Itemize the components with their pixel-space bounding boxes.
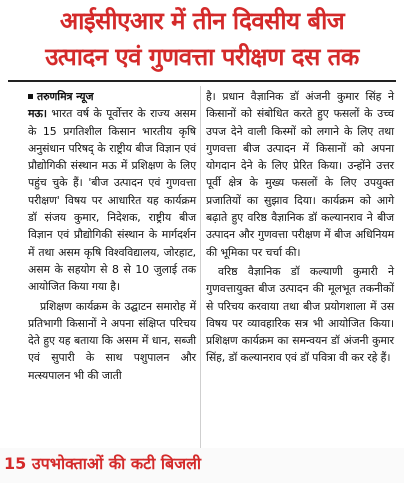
article-byline: तरुणमित्र न्यूज xyxy=(28,88,196,105)
article-lead-paragraph xyxy=(28,105,196,295)
article-paragraph-4: वरिष्ठ वैज्ञानिक डॉ कल्याणी कुमारी ने गुणवत्तायुक्त बीज उत्पादन की मूलभूत तकनीकों से परिचय करवाया तथा बीज प्रयोगशाला में उस विषय पर व्यावहारिक सत्र भी आयोजित किया। प्रशिक्षण कार्यक्रम का समन्वयन डॉ अंजनी कुमार सिंह, डॉ कल्यानराव एवं डॉ पवित्रा वी कर रहे हैं। xyxy=(206,264,394,365)
headline-line-1: आईसीएआर में तीन दिवसीय बीज xyxy=(59,7,345,35)
column-divider xyxy=(200,86,201,458)
article-column-right xyxy=(206,88,394,367)
article-lead-text: भारत वर्ष के पूर्वोत्तर के राज्य असम के 15 प्रगतिशील किसान भारतीय कृषि अनुसंधान परिषद् के राष्ट्रीय बीज विज्ञान एवं प्रौद्योगिकी संस्थान मऊ में प्रशिक्षण के लिए पहुंच चुके हैं। 'बीज उत्पादन एवं गुणवत्ता परीक्षण' विषय पर आधारित यह कार्यक्रम डॉ संजय कुमार, निदेशक, राष्ट्रीय बीज विज्ञान एवं प्रौद्योगिकी संस्थान के मार्गदर्शन में तथा असम कृषि विश्वविद्यालय, जोरहाट, असम के सहयोग से 8 से 10 जुलाई तक आयोजित किया गया है। xyxy=(28,107,196,294)
article-paragraph-2: प्रशिक्षण कार्यक्रम के उद्घाटन समारोह में प्रतिभागी किसानों ने अपना संक्षिप्त परिचय देते हुए यह बताया कि असम में धान, सब्जी एवं सुपारी के साथ पशुपालन और मत्स्यपालन भी की जाती xyxy=(28,299,196,382)
next-article-headline: 15 उपभोक्ताओं की कटी बिजली xyxy=(4,454,202,473)
headline-line-2: उत्पादन एवं गुणवत्ता परीक्षण दस तक xyxy=(45,43,359,71)
article-paragraph-3: है। प्रधान वैज्ञानिक डॉ अंजनी कुमार सिंह ने किसानों को संबोधित करते हुए फसलों के उच्च उपज देने वाली किस्मों को लगाने के लिए तथा गुणवत्ता बीज उत्पादन में किसानों को अपना योगदान देने के लिए प्रेरित किया। उन्होंने उत्तर पूर्वी क्षेत्र के मुख्य फसलों के लिए उपयुक्त प्रजातियों का सुझाव दिया। कार्यक्रम को आगे बढ़ाते हुए वरिष्ठ वैज्ञानिक डॉ कल्यानराव ने बीज उत्पादन और गुणवत्ता परीक्षण में बीज अधिनियम की भूमिका पर चर्चा की। xyxy=(206,90,394,259)
article-dateline: मऊ। xyxy=(28,107,47,121)
headline-divider xyxy=(8,80,396,82)
article-column-left xyxy=(28,88,196,384)
